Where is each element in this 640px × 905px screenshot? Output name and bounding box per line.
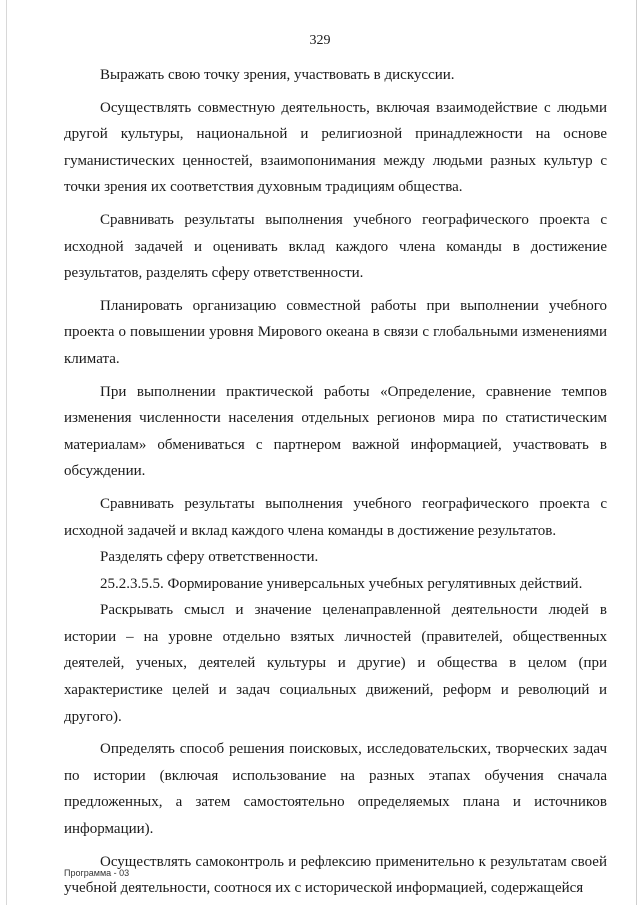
document-body: [64, 62, 607, 902]
paragraph: Планировать организацию совместной работы при выполнении учебного проекта о повышении уровня Мирового океана в связи с глобальными изменениями климата.: [64, 297, 607, 367]
paragraph: При выполнении практической работы «Определение, сравнение темпов изменения численности населения отдельных регионов мира по статистическим материалам» обмениваться с партнером важной информацией, участвовать в обсуждении.: [64, 383, 607, 480]
paragraph: Выражать свою точку зрения, участвовать в дискуссии.: [100, 67, 455, 83]
paragraph: Осуществлять совместную деятельность, включая взаимодействие с людьми другой культуры, национальной и религиозной принадлежности на основе гуманистических ценностей, взаимопонимания между людьми разных культур с точки зрения их соответствия духовным традициям общества.: [64, 99, 607, 196]
footer-label: Программа - 03: [64, 868, 130, 878]
paragraph: Определять способ решения поисковых, исследовательских, творческих задач по истории (включая использование на разных этапах обучения сначала предложенных, а затем самостоятельно определяемых плана и источников информации).: [64, 741, 607, 838]
section-heading: 25.2.3.5.5. Формирование универсальных учебных регулятивных действий.: [100, 575, 583, 592]
paragraph: Разделять сферу ответственности.: [100, 549, 319, 566]
paragraph: Сравнивать результаты выполнения учебного географического проекта с исходной задачей и оценивать вклад каждого члена команды в достижение результатов, разделять сферу ответственности.: [64, 211, 607, 282]
page-number: 329: [309, 33, 331, 48]
paragraph: Осуществлять самоконтроль и рефлексию применительно к результатам своей учебной деятельности, соотнося их с исторической информацией, содержащейся: [64, 853, 607, 897]
scan-edge-left: [6, 0, 7, 905]
paragraph: Раскрывать смысл и значение целенаправленной деятельности людей в истории – на уровне отдельно взятых личностей (правителей, общественных деятелей, ученых, деятелей культуры и другие) и общества в целом (при характеристике целей и задач социальных движений, реформ и революций и другого).: [64, 602, 607, 725]
paragraph: Сравнивать результаты выполнения учебного географического проекта с исходной задачей и вклад каждого члена команды в достижение результатов.: [64, 495, 607, 539]
scan-edge-right: [636, 0, 637, 905]
